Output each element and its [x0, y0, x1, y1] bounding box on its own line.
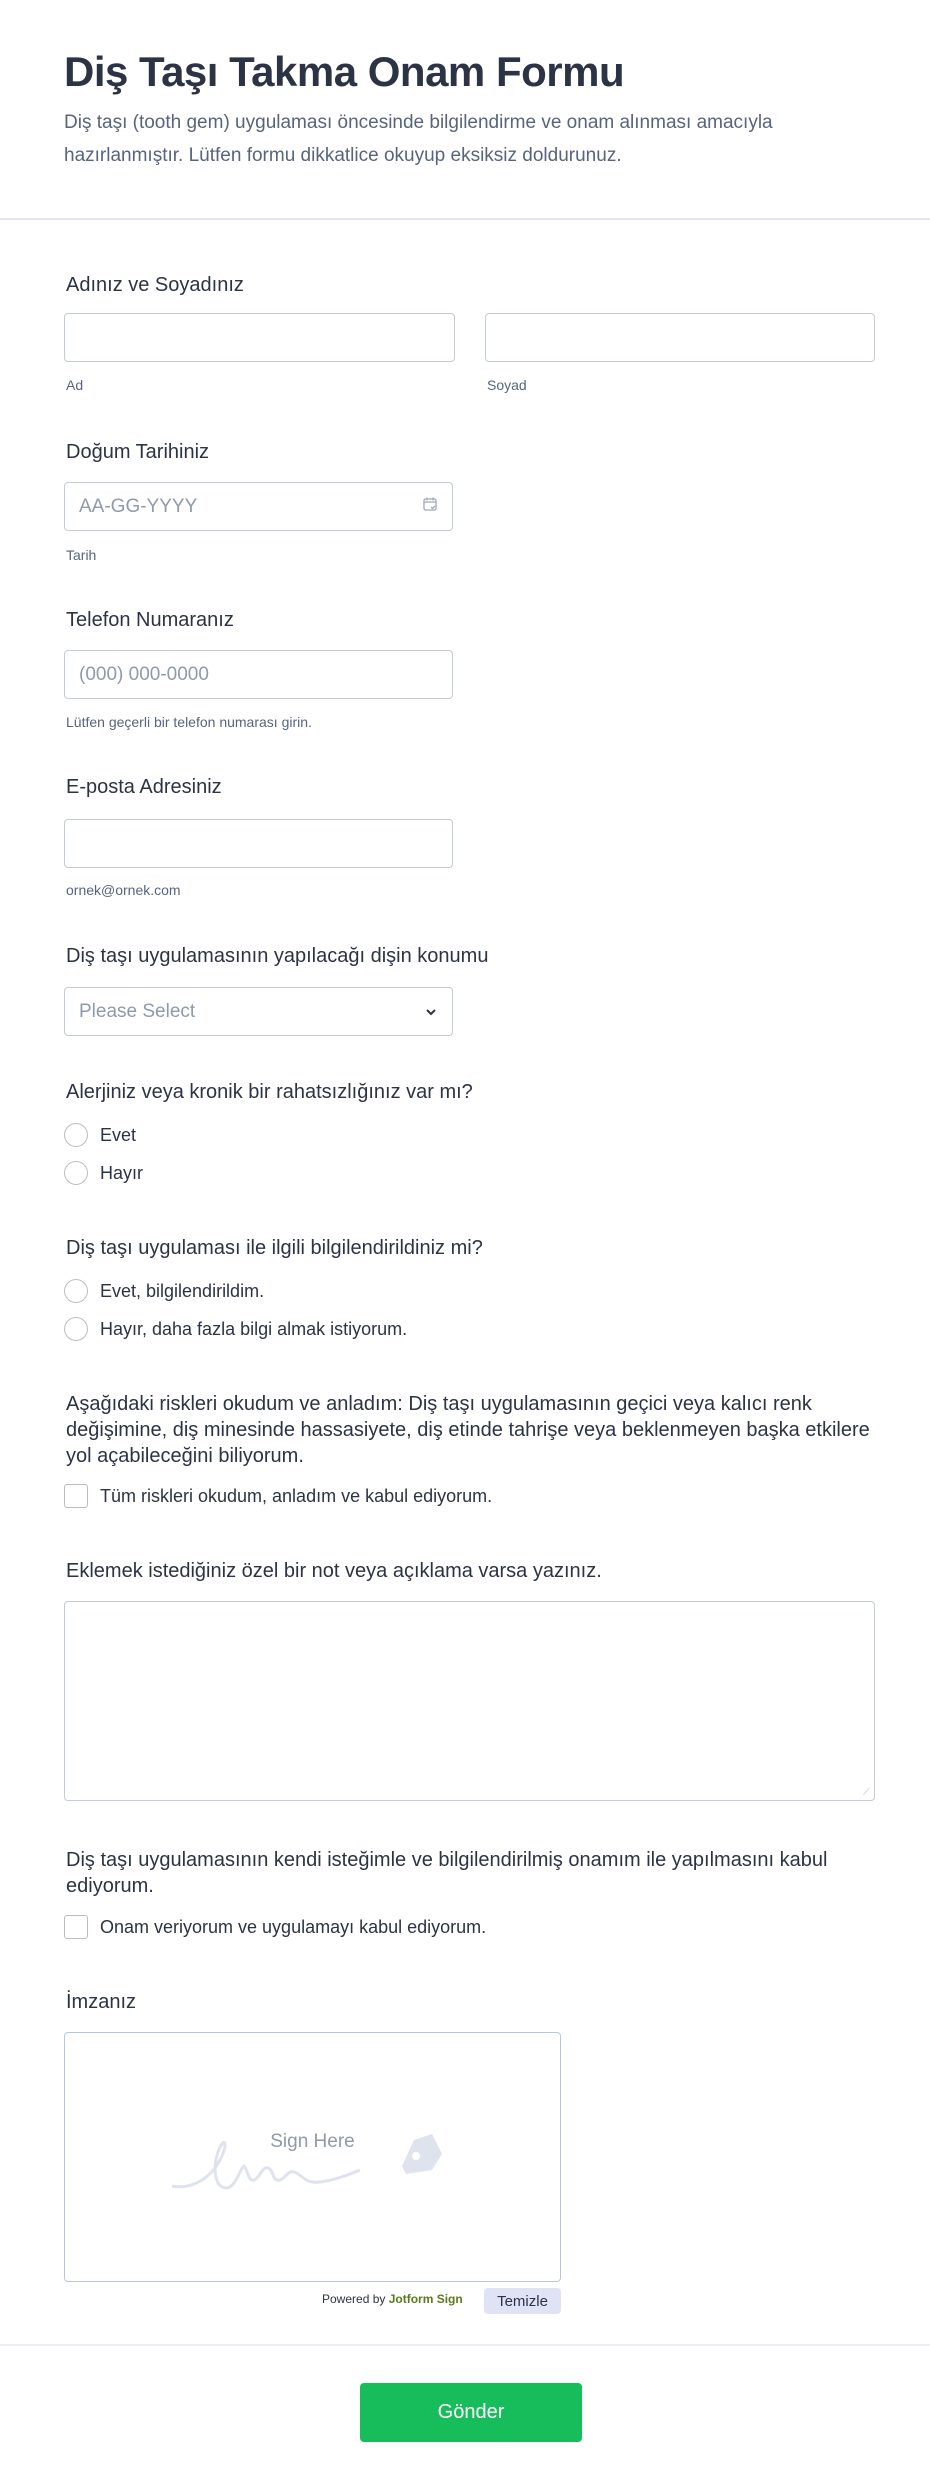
email-label: E-posta Adresiniz — [66, 776, 222, 798]
form-title: Diş Taşı Takma Onam Formu — [64, 48, 625, 95]
birth-placeholder: AA-GG-YYYY — [79, 495, 198, 517]
birth-label: Doğum Tarihiniz — [66, 441, 210, 463]
informed-option-no[interactable] — [64, 1317, 407, 1341]
consent-checkbox-option[interactable] — [64, 1915, 486, 1939]
submit-button[interactable]: Gönder — [360, 2383, 582, 2442]
radio-button[interactable] — [64, 1279, 88, 1303]
tooth-placeholder: Please Select — [79, 1000, 196, 1022]
informed-label: Diş taşı uygulaması ile ilgili bilgilendirildiniz mi? — [66, 1237, 483, 1259]
clear-signature-button[interactable]: Temizle — [484, 2288, 561, 2314]
radio-button[interactable] — [64, 1161, 88, 1185]
birth-date-input[interactable] — [64, 482, 453, 531]
informed-option-yes[interactable] — [64, 1279, 264, 1303]
radio-button[interactable] — [64, 1317, 88, 1341]
phone-label: Telefon Numaranız — [66, 609, 234, 631]
calendar-icon[interactable] — [422, 496, 438, 518]
phone-placeholder: (000) 000-0000 — [79, 663, 209, 685]
risks-label: Aşağıdaki riskleri okudum ve anladım: Diş taşı uygulamasının geçici veya kalıcı renk değişimine, diş minesinde hassasiyete, diş etinde tahrişe veya beklenmeyen başka etkilere yol açabileceğini biliyorum. — [66, 1393, 870, 1467]
email-sublabel: ornek@ornek.com — [66, 882, 181, 898]
tooth-select[interactable] — [64, 987, 453, 1036]
birth-sublabel: Tarih — [66, 547, 97, 563]
form-description: Diş taşı (tooth gem) uygulaması öncesinde bilgilendirme ve onam alınması amacıyla hazırlanmıştır. Lütfen formu dikkatlice okuyup eksiksiz doldurunuz. — [64, 112, 773, 166]
option-label: Hayır — [100, 1162, 144, 1183]
checkbox[interactable] — [64, 1915, 88, 1939]
radio-button[interactable] — [64, 1123, 88, 1147]
risks-checkbox-option[interactable] — [64, 1484, 492, 1508]
notes-textarea[interactable] — [64, 1601, 875, 1801]
option-label: Evet, bilgilendirildim. — [100, 1280, 265, 1301]
signature-illustration-icon — [170, 2118, 450, 2198]
consent-label: Diş taşı uygulamasının kendi isteğimle ve bilgilendirilmiş onamım ile yapılmasını kabul ediyorum. — [66, 1849, 828, 1897]
allergy-option-no[interactable] — [64, 1161, 143, 1185]
phone-input[interactable] — [64, 650, 453, 699]
chevron-down-icon — [424, 1001, 438, 1023]
sign-here-placeholder: Sign Here — [270, 2131, 355, 2152]
option-label: Hayır, daha fazla bilgi almak istiyorum. — [100, 1318, 408, 1339]
allergy-option-yes[interactable] — [64, 1123, 136, 1147]
powered-by — [322, 2292, 463, 2306]
allergy-label: Alerjiniz veya kronik bir rahatsızlığınız var mı? — [66, 1081, 473, 1103]
header-divider — [0, 218, 930, 220]
notes-label: Eklemek istediğiniz özel bir not veya açıklama varsa yazınız. — [66, 1560, 602, 1582]
checkbox-label: Tüm riskleri okudum, anladım ve kabul ediyorum. — [100, 1485, 493, 1506]
last-name-sublabel: Soyad — [487, 377, 527, 393]
option-label: Evet — [100, 1124, 137, 1145]
signature-label: İmzanız — [66, 1991, 137, 2013]
signature-pad[interactable] — [64, 2032, 561, 2282]
first-name-input[interactable] — [64, 313, 455, 362]
jotform-sign-logo: Jotform Sign — [388, 2292, 463, 2306]
tooth-label: Diş taşı uygulamasının yapılacağı dişin konumu — [66, 945, 489, 967]
last-name-input[interactable] — [485, 313, 875, 362]
checkbox-label: Onam veriyorum ve uygulamayı kabul ediyorum. — [100, 1916, 487, 1937]
phone-sublabel: Lütfen geçerli bir telefon numarası girin. — [66, 714, 312, 730]
footer-divider — [0, 2344, 930, 2346]
email-input[interactable] — [64, 819, 453, 868]
resize-handle-icon[interactable]: ⟋ — [863, 1787, 870, 1798]
name-label: Adınız ve Soyadınız — [66, 274, 244, 296]
first-name-sublabel: Ad — [66, 377, 84, 393]
powered-by-text: Powered by — [322, 2292, 386, 2306]
checkbox[interactable] — [64, 1484, 88, 1508]
